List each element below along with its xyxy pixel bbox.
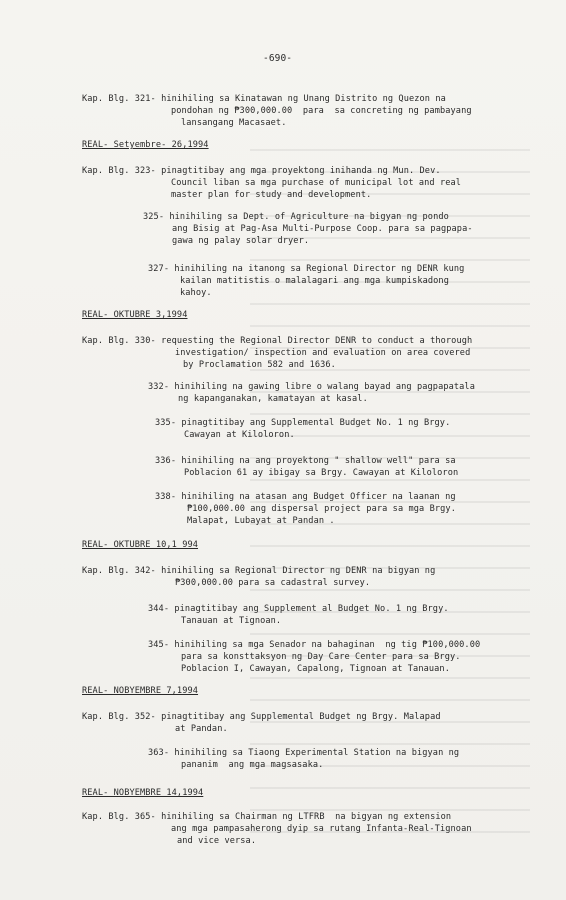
text-line: kahoy. bbox=[180, 288, 212, 298]
text-line: kailan matitistis o malalagari ang mga kumpiskadong bbox=[180, 276, 449, 286]
text-line: 338- hinihiling na atasan ang Budget Officer na laanan ng bbox=[155, 492, 456, 502]
text-line: 335- pinagtitibay ang Supplemental Budget No. 1 ng Brgy. bbox=[155, 418, 451, 428]
text-line: Cawayan at Kiloloron. bbox=[184, 430, 295, 440]
text-line: Kap. Blg. 352- pinagtitibay ang Supplemental Budget ng Brgy. Malapad bbox=[82, 712, 441, 722]
text-line: pananim ang mga magsasaka. bbox=[181, 760, 324, 770]
text-line: Kap. Blg. 365- hinihiling sa Chairman ng LTFRB na bigyan ng extension bbox=[82, 812, 452, 822]
text-line: ang mga pampasaherong dyip sa rutang Infanta-Real-Tignoan bbox=[171, 824, 472, 834]
text-line: ang Bisig at Pag-Asa Multi-Purpose Coop. para sa pagpapa- bbox=[172, 224, 473, 234]
text-line: 325- hinihiling sa Dept. of Agriculture na bigyan ng pondo bbox=[143, 212, 449, 222]
text-line: Malapat, Lubayat at Pandan . bbox=[187, 516, 335, 526]
text-line: pondohan ng ₱300,000.00 para sa concreting ng pambayang bbox=[171, 106, 472, 116]
session-heading: REAL- OKTUBRE 3,1994 bbox=[82, 310, 188, 320]
text-line: Council liban sa mga purchase of municipal lot and real bbox=[171, 178, 462, 188]
text-line: 363- hinihiling sa Tiaong Experimental Station na bigyan ng bbox=[148, 748, 460, 758]
text-line: Poblacion I, Cawayan, Capalong, Tignoan at Tanauan. bbox=[181, 664, 450, 674]
text-line: and vice versa. bbox=[177, 836, 257, 846]
text-line: Kap. Blg. 342- hinihiling sa Regional Director ng DENR na bigyan ng bbox=[82, 566, 436, 576]
text-line: by Proclamation 582 and 1636. bbox=[183, 360, 336, 370]
text-line: ₱100,000.00 ang dispersal project para sa mga Brgy. bbox=[187, 504, 456, 514]
text-line: gawa ng palay solar dryer. bbox=[172, 236, 310, 246]
session-heading: REAL- OKTUBRE 10,1 994 bbox=[82, 540, 199, 550]
text-line: Tanauan at Tignoan. bbox=[181, 616, 282, 626]
text-line: 345- hinihiling sa mga Senador na bahaginan ng tig ₱100,000.00 bbox=[148, 640, 481, 650]
text-line: lansangang Macasaet. bbox=[181, 118, 287, 128]
text-line: 332- hinihiling na gawing libre o walang bayad ang pagpapatala bbox=[148, 382, 475, 392]
text-line: para sa konsttaksyon ng Day Care Center para sa Brgy. bbox=[181, 652, 461, 662]
text-line: Kap. Blg. 330- requesting the Regional Director DENR to conduct a thorough bbox=[82, 336, 473, 346]
text-line: Kap. Blg. 323- pinagtitibay ang mga proyektong inihanda ng Mun. Dev. bbox=[82, 166, 441, 176]
text-line: at Pandan. bbox=[175, 724, 228, 734]
session-heading: REAL- Setyembre- 26,1994 bbox=[82, 140, 209, 150]
text-line: ₱300,000.00 para sa cadastral survey. bbox=[175, 578, 371, 588]
text-line: ng kapanganakan, kamatayan at kasal. bbox=[178, 394, 368, 404]
session-heading: REAL- NOBYEMBRE 14,1994 bbox=[82, 788, 204, 798]
text-line: Kap. Blg. 321- hinihiling sa Kinatawan ng Unang Distrito ng Quezon na bbox=[82, 94, 446, 104]
text-line: master plan for study and development. bbox=[171, 190, 372, 200]
text-line: 336- hinihiling na ang proyektong " shallow well" para sa bbox=[155, 456, 456, 466]
page-number: -690- bbox=[263, 53, 293, 64]
text-line: investigation/ inspection and evaluation on area covered bbox=[175, 348, 471, 358]
text-line: 344- pinagtitibay ang Supplement al Budget No. 1 ng Brgy. bbox=[148, 604, 449, 614]
text-line: 327- hinihiling na itanong sa Regional Director ng DENR kung bbox=[148, 264, 465, 274]
session-heading: REAL- NOBYEMBRE 7,1994 bbox=[82, 686, 199, 696]
text-line: Poblacion 61 ay ibigay sa Brgy. Cawayan at Kiloloron bbox=[184, 468, 459, 478]
